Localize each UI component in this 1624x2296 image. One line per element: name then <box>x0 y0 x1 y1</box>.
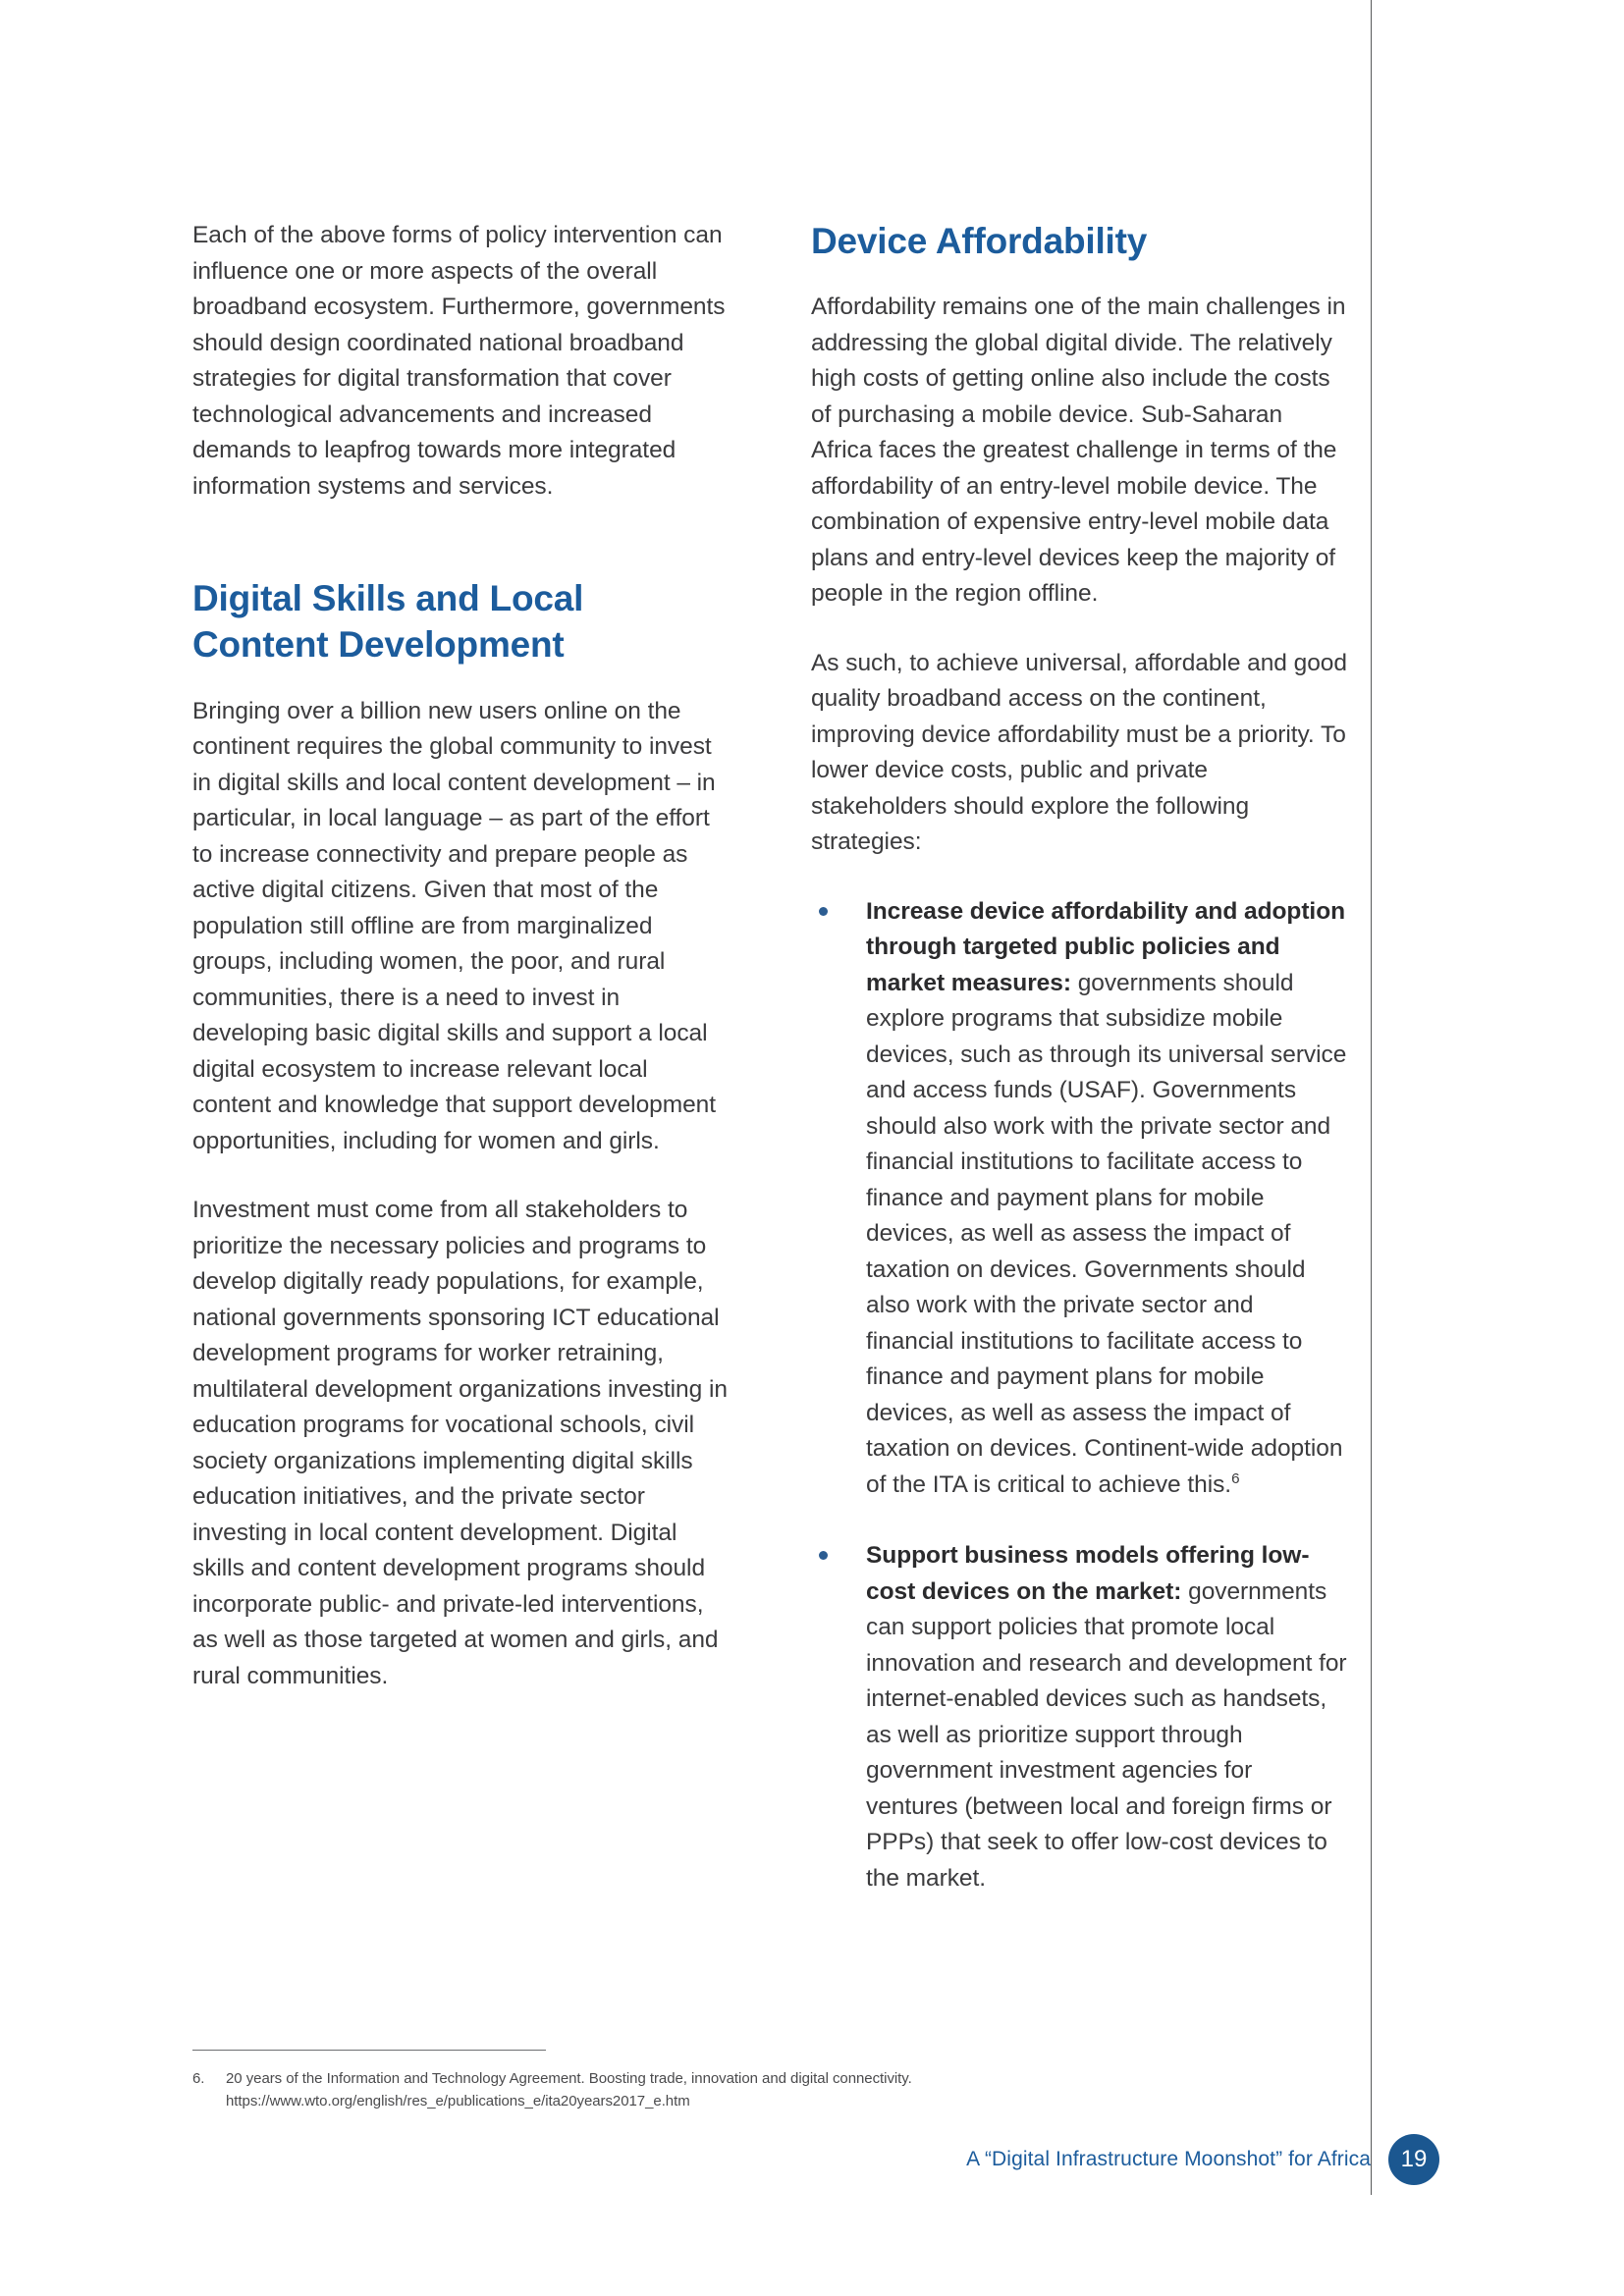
footer-document-title: A “Digital Infrastructure Moonshot” for Africa <box>966 2148 1371 2170</box>
right-section-heading: Device Affordability <box>811 221 1148 261</box>
two-column-content <box>192 218 1347 1896</box>
bullet-body-text: governments should explore programs that subsidize mobile devices, such as through its universal service and access funds (USAF). Governments should also work with the private sector and financial institutions to facilitate access to finance and payment plans for mobile devices, as well as assess the impact of taxation on devices. Governments should also work with the private sector and financial institutions to facilitate access to finance and payment plans for mobile devices, as well as assess the impact of taxation on devices. Continent-wide adoption of the ITA is critical to achieve this. <box>866 969 1347 1498</box>
left-section-heading: Digital Skills and Local Content Development <box>192 578 584 666</box>
left-paragraph-1: Bringing over a billion new users online on the continent requires the global community to invest in digital skills and local content development – in particular, in local language – as part of the effort to increase connectivity and prepare people as active digital citizens. Given that most of the population still offline are from marginalized groups, including women, the poor, and rural communities, there is a need to invest in developing basic digital skills and support a local digital ecosystem to increase relevant local content and knowledge that support development opportunities, including for women and girls. <box>192 697 716 1154</box>
bullet-dot-icon <box>819 907 828 916</box>
footnote-reference[interactable]: 6 <box>1231 1469 1240 1487</box>
footnote-divider <box>192 2050 546 2051</box>
right-paragraph-1: Affordability remains one of the main challenges in addressing the global digital divide. The relatively high costs of getting online also include the costs of purchasing a mobile device. Sub-Saharan Africa faces the greatest challenge in terms of the affordability of an entry-level mobile device. The combination of expensive entry-level mobile data plans and entry-level devices keep the majority of people in the region offline. <box>811 294 1346 608</box>
list-item <box>811 894 1347 1504</box>
left-paragraph-2: Investment must come from all stakeholders to prioritize the necessary policies and programs to develop digitally ready populations, for example, national governments sponsoring ICT educational development programs for worker retraining, multilateral development organizations investing in education programs for vocational schools, civil society organizations implementing digital skills education initiatives, and the private sector investing in local content development. Digital skills and content development programs should incorporate public- and private-led interventions, as well as those targeted at women and girls, and rural communities. <box>192 1197 728 1689</box>
left-intro-paragraph: Each of the above forms of policy intervention can influence one or more aspects of the overall broadband ecosystem. Furthermore, governments should design coordinated national broadband strategies for digital transformation that cover technological advancements and increased demands to leapfrog towards more integrated information systems and services. <box>192 222 726 500</box>
footnote-area <box>192 2050 1371 2113</box>
right-column <box>811 218 1347 1896</box>
left-column <box>192 218 729 1896</box>
page-number-badge: 19 <box>1388 2134 1439 2185</box>
bullet-body-text: governments can support policies that promote local innovation and research and development for internet-enabled devices such as handsets, as well as prioritize support through government investment agencies for ventures (between local and foreign firms or PPPs) that seek to offer low-cost devices to the market. <box>866 1577 1347 1892</box>
right-margin-rule <box>1371 0 1372 2195</box>
list-item <box>811 1538 1347 1896</box>
footnote-entry <box>192 2067 1371 2113</box>
footnote-number: 6. <box>192 2070 205 2087</box>
bullet-lead-text: Increase device affordability and adoption through targeted public policies and market measures: <box>866 897 1346 996</box>
strategy-bullet-list <box>811 894 1347 1897</box>
bullet-lead-text: Support business models offering low-cost devices on the market: <box>866 1542 1310 1605</box>
footnote-text: 20 years of the Information and Technology Agreement. Boosting trade, innovation and digital connectivity. https://www.wto.org/english/res_e/publications_e/ita20years2017_e.htm <box>226 2070 912 2110</box>
bullet-dot-icon <box>819 1551 828 1560</box>
page-footer <box>966 2134 1432 2185</box>
right-paragraph-2: As such, to achieve universal, affordable and good quality broadband access on the continent, improving device affordability must be a priority. To lower device costs, public and private stakeholders should explore the following strategies: <box>811 649 1347 856</box>
